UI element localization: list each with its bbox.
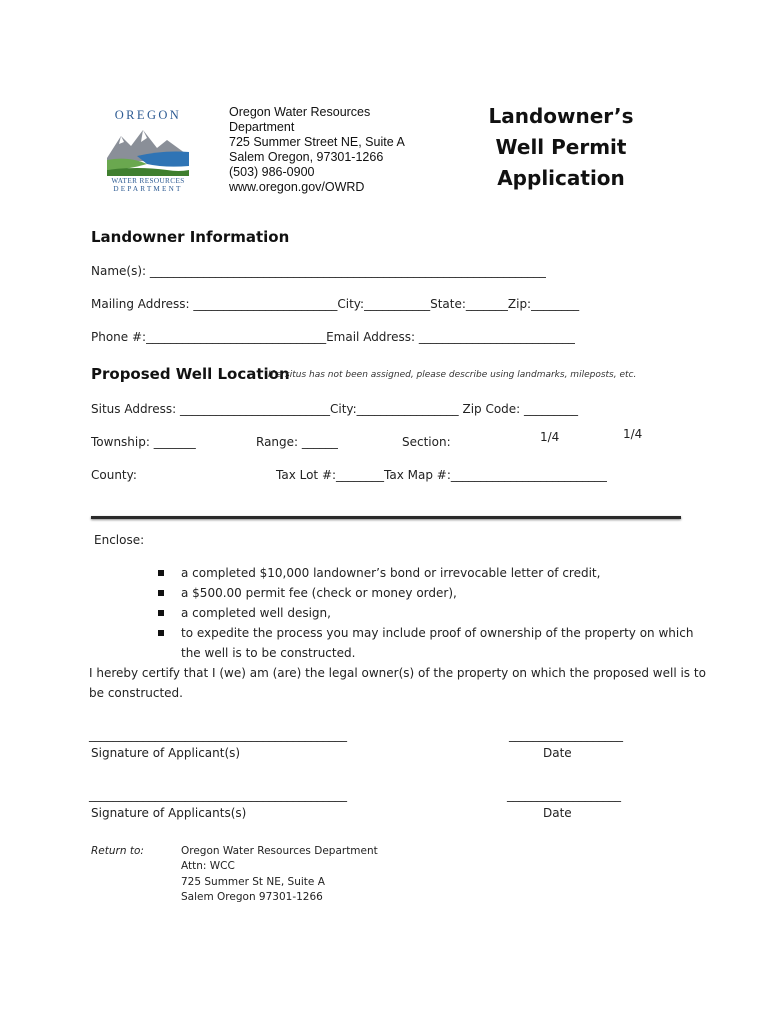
return-to-label: Return to: [91,845,144,857]
address-line: Department [229,120,295,134]
bullet-icon [158,610,164,616]
return-address-line: Oregon Water Resources Department [181,845,378,857]
enclose-label: Enclose: [94,533,145,547]
address-line: 725 Summer Street NE, Suite A [229,135,405,149]
well-location-heading: Proposed Well Location [91,365,290,383]
date-label-2: Date [543,806,572,820]
mailing-address-field[interactable]: Mailing Address: ________________________City:___________State:_______Zip:________ [91,297,580,311]
names-field[interactable]: Name(s): __________________________________________________________________ [91,264,546,278]
quarter-field-1[interactable]: 1/4 [540,430,560,444]
quarter-field-2[interactable]: 1/4 [623,427,643,441]
section-field[interactable]: Section: [402,435,451,449]
form-title [486,101,636,194]
well-location-note: If a situs has not been assigned, please describe using landmarks, mileposts, etc. [268,370,637,380]
situs-address-field[interactable]: Situs Address: _________________________City:_________________ Zip Code: _________ [91,402,579,416]
enclose-item: to expedite the process you may include proof of ownership of the property on which [181,626,694,640]
return-address-line: 725 Summer St NE, Suite A [181,876,325,888]
signature-line-1[interactable]: ___________________________________________ [89,728,347,742]
enclose-item: a completed $10,000 landowner’s bond or irrevocable letter of credit, [181,566,601,580]
title-line: Landowner’s [488,104,634,128]
owrd-logo [104,108,192,194]
return-address-line: Attn: WCC [181,860,235,872]
landowner-heading: Landowner Information [91,228,290,246]
enclose-item: a $500.00 permit fee (check or money order), [181,586,457,600]
certify-text: be constructed. [89,686,183,700]
enclose-item-continued: the well is to be constructed. [181,646,356,660]
county-field[interactable]: County: [91,468,137,482]
address-line: (503) 986-0900 [229,165,315,179]
return-address-line: Salem Oregon 97301-1266 [181,891,323,903]
signature-line-2[interactable]: ___________________________________________ [89,788,347,802]
tax-lot-map-field[interactable]: Tax Lot #:________Tax Map #:__________________________ [276,468,607,482]
logo-subtitle-1: WATER RESOURCES [111,177,185,185]
date-line-2[interactable]: ___________________ [507,788,621,802]
township-field[interactable]: Township: _______ [91,435,196,449]
title-line: Application [497,166,625,190]
signature-label-1: Signature of Applicant(s) [91,746,241,760]
address-line: Salem Oregon, 97301-1266 [229,150,384,164]
website-link[interactable]: www.oregon.gov/OWRD [229,180,365,194]
logo-wordmark: OREGON [114,108,182,122]
bullet-icon [158,630,164,636]
bullet-icon [158,590,164,596]
range-field[interactable]: Range: ______ [256,435,338,449]
bullet-icon [158,570,164,576]
certify-text: I hereby certify that I (we) am (are) the legal owner(s) of the property on which the proposed well is to [89,666,706,680]
date-line-1[interactable]: ___________________ [509,728,623,742]
enclose-item: a completed well design, [181,606,331,620]
signature-label-2: Signature of Applicants(s) [91,806,247,820]
date-label-1: Date [543,746,572,760]
section-divider [91,516,681,519]
phone-email-field[interactable]: Phone #:______________________________Email Address: __________________________ [91,330,575,344]
logo-subtitle-2: DEPARTMENT [113,185,183,193]
title-line: Well Permit [495,135,627,159]
address-line: Oregon Water Resources [229,105,371,119]
logo-landscape-icon [107,126,189,176]
